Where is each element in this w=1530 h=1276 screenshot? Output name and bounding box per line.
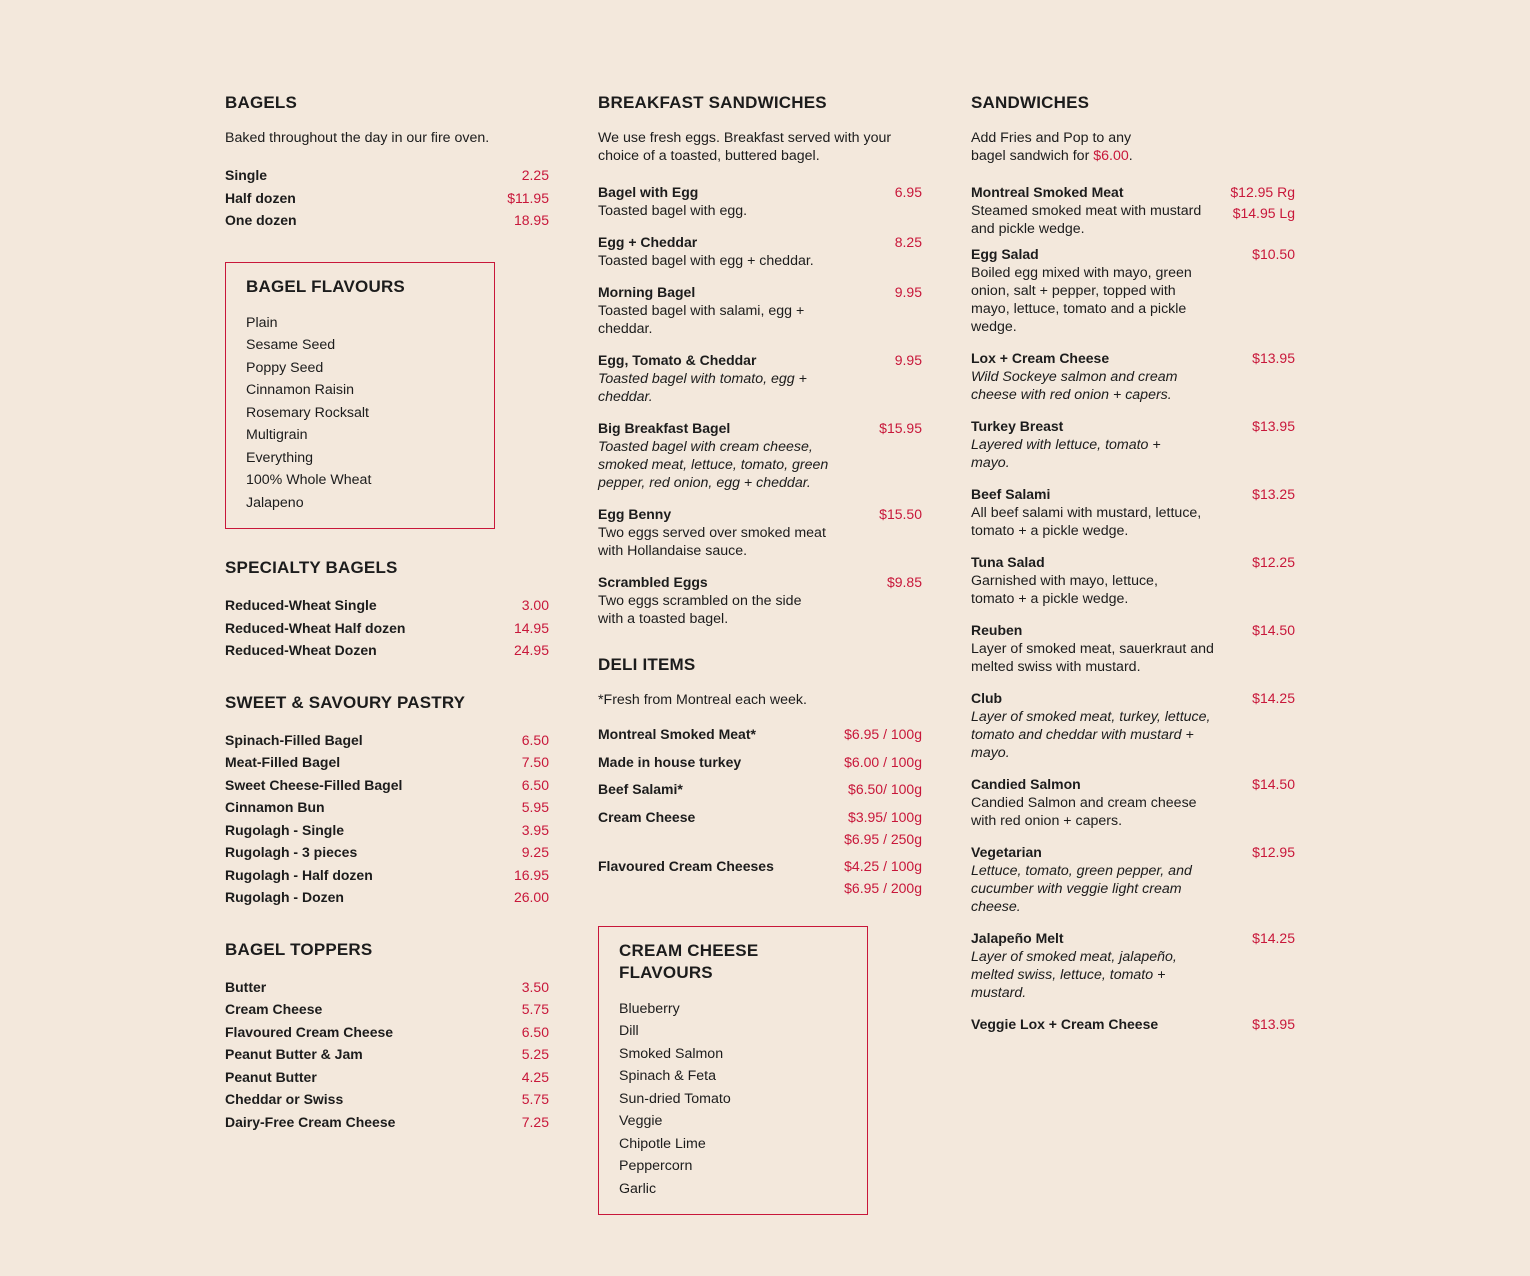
menu-item (971, 688, 1295, 762)
item-price: $14.25 (1252, 930, 1295, 946)
flavour-item: Peppercorn (619, 1158, 693, 1174)
item-price: $11.95 (507, 189, 549, 206)
item-name: Reduced-Wheat Half dozen (225, 619, 406, 636)
menu-item (225, 639, 549, 662)
sandwiches-desc (971, 129, 1295, 165)
item-name: Butter (225, 978, 267, 995)
item-desc: Toasted bagel with tomato, egg + cheddar. (598, 371, 807, 405)
menu-item (225, 1111, 549, 1134)
item-price: $14.25 (1252, 690, 1295, 706)
desc-price: $6.00 (1093, 148, 1129, 164)
item-price: 9.95 (894, 352, 922, 368)
item-name: Rugolagh - Dozen (225, 889, 344, 905)
item-name: Veggie Lox + Cream Cheese (971, 1016, 1159, 1032)
item-price: $12.95 Rg (1230, 184, 1295, 200)
flavour-item: Sesame Seed (246, 337, 336, 353)
item-price: 26.00 (513, 889, 549, 905)
item-price: $13.25 (1252, 486, 1295, 502)
item-desc: Wild Sockeye salmon and cream cheese with red onion + capers. (971, 369, 1178, 403)
bagel-flavours-title: BAGEL FLAVOURS (246, 276, 405, 296)
menu-item (971, 416, 1295, 472)
menu-item (225, 209, 549, 232)
item-price: 7.25 (521, 1113, 549, 1130)
deli-desc: *Fresh from Montreal each week. (598, 692, 807, 708)
item-price-2: $6.95 / 250g (844, 831, 922, 847)
breakfast-section (598, 92, 922, 628)
menu-item (225, 1043, 549, 1066)
deli-title: DELI ITEMS (598, 655, 696, 674)
item-price: $13.95 (1252, 418, 1295, 434)
specialty-section (225, 557, 549, 662)
item-name: Tuna Salad (971, 554, 1045, 570)
flavour-item: Smoked Salmon (619, 1045, 724, 1062)
item-price: $14.50 (1252, 776, 1295, 792)
item-price: 3.50 (521, 978, 549, 995)
menu-item (971, 774, 1295, 830)
menu-item (598, 350, 922, 406)
flavour-item: Multigrain (246, 427, 308, 443)
menu-item (598, 232, 922, 270)
item-price: $6.95 / 100g (844, 726, 922, 742)
item-price: 6.50 (521, 731, 549, 748)
menu-item (225, 594, 549, 617)
item-price: 6.95 (894, 184, 922, 200)
item-desc: Boiled egg mixed with mayo, green onion, salt + pepper, topped with mayo, lettuce, tomato and a pickle wedge. (971, 265, 1192, 335)
item-price: $15.50 (879, 506, 922, 522)
toppers-title: BAGEL TOPPERS (225, 939, 373, 959)
item-name: Cream Cheese (225, 1001, 323, 1017)
menu-item (225, 1066, 549, 1089)
pastry-title: SWEET & SAVOURY PASTRY (225, 692, 466, 712)
item-price: 9.25 (521, 844, 549, 860)
item-name: Spinach-Filled Bagel (225, 731, 363, 748)
item-price: 5.75 (521, 1091, 549, 1107)
item-name: Rugolagh - Half dozen (225, 866, 373, 883)
menu-item (225, 841, 549, 864)
item-name: Morning Bagel (598, 284, 696, 300)
desc-line-1: Add Fries and Pop to any (971, 130, 1132, 146)
item-name: Meat-Filled Bagel (225, 754, 341, 770)
item-price: 5.75 (521, 1001, 549, 1017)
menu-item (225, 1088, 549, 1111)
item-name: Montreal Smoked Meat (971, 184, 1124, 200)
item-price-2: $14.95 Lg (1232, 205, 1295, 221)
item-price: $6.00 / 100g (844, 753, 922, 770)
flavour-item: Chipotle Lime (619, 1135, 706, 1152)
item-name: Rugolagh - 3 pieces (225, 844, 358, 860)
toppers-section (225, 939, 549, 1134)
item-price: $10.50 (1252, 246, 1295, 262)
item-name: Flavoured Cream Cheeses (598, 857, 774, 874)
bagels-desc: Baked throughout the day in our fire oven. (225, 130, 490, 146)
item-name: Sweet Cheese-Filled Bagel (225, 776, 403, 793)
item-name: Scrambled Eggs (598, 574, 708, 590)
item-price: 5.25 (521, 1046, 549, 1062)
menu-item (225, 1021, 549, 1044)
flavour-item: Jalapeno (246, 494, 304, 511)
cream-flavours-title: CREAM CHEESE FLAVOURS (619, 940, 759, 982)
item-price: 9.95 (894, 284, 922, 300)
menu-column-1 (225, 92, 549, 1161)
item-name: Reduced-Wheat Single (225, 597, 377, 613)
item-name: Peanut Butter (225, 1068, 317, 1085)
item-price: 24.95 (513, 642, 549, 658)
item-price: 8.25 (894, 234, 922, 250)
item-price: 2.25 (521, 167, 549, 183)
flavour-item: Plain (246, 314, 278, 331)
menu-item (225, 864, 549, 887)
menu-item (225, 164, 549, 187)
item-name: Candied Salmon (971, 776, 1081, 792)
item-name: Single (225, 167, 268, 183)
flavour-item: Veggie (619, 1113, 663, 1129)
menu-item (971, 928, 1295, 1002)
menu-item (971, 552, 1295, 608)
item-name: Beef Salami (971, 486, 1051, 502)
menu-item (225, 187, 549, 210)
item-name: Egg Benny (598, 506, 672, 522)
item-price: 16.95 (513, 866, 549, 883)
breakfast-title: BREAKFAST SANDWICHES (598, 93, 827, 112)
deli-item (598, 723, 922, 746)
menu-item (971, 620, 1295, 676)
item-name: Reuben (971, 622, 1023, 638)
deli-item (598, 806, 922, 851)
flavour-item: Blueberry (619, 1000, 680, 1017)
item-name: Half dozen (225, 189, 296, 206)
item-price: 18.95 (513, 212, 549, 228)
item-price: 6.50 (521, 1023, 549, 1040)
item-price: $12.25 (1252, 554, 1295, 570)
item-desc: Two eggs served over smoked meat with Hollandaise sauce. (598, 525, 826, 559)
menu-item (598, 182, 922, 220)
item-name: Peanut Butter & Jam (225, 1046, 363, 1062)
breakfast-desc: We use fresh eggs. Breakfast served with your choice of a toasted, buttered bagel. (598, 130, 892, 164)
menu-column-3 (971, 92, 1295, 1046)
item-price: $12.95 (1252, 844, 1295, 860)
bagel-flavours-box (225, 262, 495, 530)
item-desc: Layer of smoked meat, jalapeño, melted swiss, lettuce, tomato + mustard. (971, 949, 1177, 1001)
item-name: Egg Salad (971, 246, 1039, 262)
menu-item (225, 998, 549, 1021)
flavour-item: Poppy Seed (246, 359, 324, 376)
deli-section (598, 654, 922, 900)
item-price: 5.95 (521, 799, 549, 815)
item-name: One dozen (225, 212, 297, 228)
item-price: 3.95 (521, 821, 549, 838)
item-desc: Toasted bagel with egg. (598, 203, 748, 219)
flavour-item: Sun-dried Tomato (619, 1090, 731, 1107)
menu-item (971, 1014, 1295, 1034)
desc-end: . (1128, 148, 1133, 164)
item-name: Montreal Smoked Meat* (598, 726, 756, 742)
item-price: 6.50 (521, 776, 549, 793)
item-price: 3.00 (521, 597, 549, 613)
item-desc: All beef salami with mustard, lettuce, tomato + a pickle wedge. (971, 505, 1202, 539)
pastry-section (225, 692, 549, 909)
item-price: $6.50/ 100g (848, 781, 922, 797)
item-name: Made in house turkey (598, 753, 742, 770)
deli-item (598, 778, 922, 801)
item-price: $9.85 (886, 574, 922, 590)
menu-item (225, 751, 549, 774)
menu-item (225, 774, 549, 797)
flavour-item: Spinach & Feta (619, 1068, 717, 1084)
item-name: Club (971, 690, 1003, 706)
menu-item (971, 842, 1295, 916)
item-name: Lox + Cream Cheese (971, 350, 1110, 366)
menu-item (598, 418, 922, 492)
item-price: 7.50 (521, 754, 549, 770)
item-name: Bagel with Egg (598, 184, 699, 200)
item-price: $3.95/ 100g (848, 808, 922, 825)
item-desc: Toasted bagel with cream cheese, smoked meat, lettuce, tomato, green pepper, red onion, egg + cheddar. (598, 439, 829, 491)
item-price: $4.25 / 100g (844, 857, 922, 874)
item-name: Flavoured Cream Cheese (225, 1023, 394, 1040)
specialty-title: SPECIALTY BAGELS (225, 558, 398, 577)
item-name: Egg, Tomato & Cheddar (598, 352, 757, 368)
item-name: Cheddar or Swiss (225, 1091, 344, 1107)
item-name: Rugolagh - Single (225, 821, 344, 838)
flavour-item: Everything (246, 449, 314, 466)
bagels-title: BAGELS (225, 93, 298, 112)
item-desc: Layer of smoked meat, turkey, lettuce, tomato and cheddar with mustard + mayo. (971, 709, 1211, 761)
flavour-item: Garlic (619, 1180, 657, 1197)
item-desc: Layered with lettuce, tomato + mayo. (971, 437, 1161, 471)
item-name: Big Breakfast Bagel (598, 420, 731, 436)
menu-item (971, 348, 1295, 404)
item-desc: Lettuce, tomato, green pepper, and cucumber with veggie light cream cheese. (971, 863, 1192, 915)
menu-item (225, 886, 549, 909)
desc-line-2: bagel sandwich for (971, 148, 1090, 164)
item-price: 14.95 (513, 619, 549, 636)
item-desc: Layer of smoked meat, sauerkraut and melted swiss with mustard. (971, 641, 1214, 675)
menu-item (971, 182, 1295, 238)
item-price: $13.95 (1252, 1016, 1295, 1032)
menu-item (225, 617, 549, 640)
item-name: Cream Cheese (598, 808, 696, 825)
flavour-item: 100% Whole Wheat (246, 472, 372, 488)
menu-item (225, 819, 549, 842)
item-name: Jalapeño Melt (971, 930, 1064, 946)
item-desc: Toasted bagel with salami, egg + cheddar. (598, 303, 805, 337)
item-name: Cinnamon Bun (225, 799, 325, 815)
cream-cheese-flavours-box (598, 926, 868, 1216)
item-price: $14.50 (1252, 622, 1295, 638)
item-name: Turkey Breast (971, 418, 1064, 434)
menu-item (598, 572, 922, 628)
menu-item (225, 796, 549, 819)
menu-column-2 (598, 92, 922, 1215)
item-name: Egg + Cheddar (598, 234, 698, 250)
menu-item (598, 282, 922, 338)
menu-item (225, 729, 549, 752)
deli-item (598, 751, 922, 774)
item-name: Reduced-Wheat Dozen (225, 642, 377, 658)
menu-item (971, 484, 1295, 540)
sandwiches-title: SANDWICHES (971, 93, 1090, 112)
item-price: 4.25 (521, 1068, 549, 1085)
item-desc: Steamed smoked meat with mustard and pickle wedge. (971, 203, 1202, 237)
flavour-item: Dill (619, 1023, 639, 1039)
item-price: $13.95 (1252, 350, 1295, 366)
menu-item (225, 976, 549, 999)
item-desc: Candied Salmon and cream cheese with red onion + capers. (971, 795, 1197, 829)
item-name: Dairy-Free Cream Cheese (225, 1113, 396, 1130)
item-name: Vegetarian (971, 844, 1042, 860)
flavour-item: Cinnamon Raisin (246, 382, 355, 398)
item-price: $15.95 (879, 420, 922, 436)
bagels-section (225, 92, 549, 232)
menu-item (971, 244, 1295, 336)
item-desc: Toasted bagel with egg + cheddar. (598, 253, 814, 269)
flavour-item: Rosemary Rocksalt (246, 404, 369, 421)
item-price-2: $6.95 / 200g (844, 880, 922, 896)
menu-item (598, 504, 922, 560)
deli-item (598, 855, 922, 900)
item-desc: Garnished with mayo, lettuce, tomato + a pickle wedge. (971, 573, 1158, 607)
item-name: Beef Salami* (598, 781, 683, 797)
item-desc: Two eggs scrambled on the side with a toasted bagel. (598, 593, 802, 627)
